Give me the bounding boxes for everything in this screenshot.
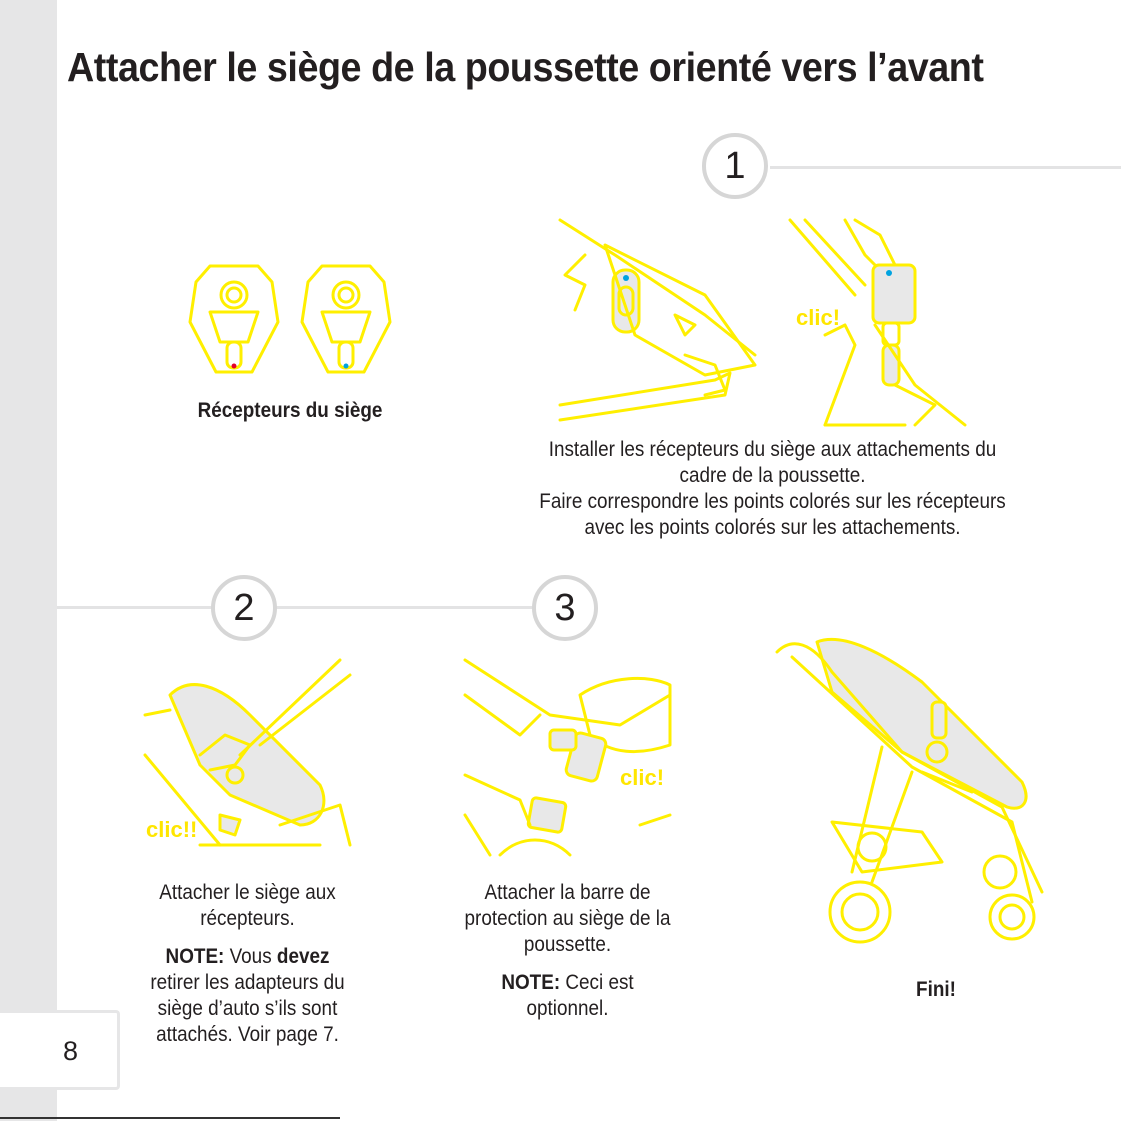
page-number-tab	[0, 1010, 120, 1090]
seat-receivers-illustration	[188, 262, 398, 382]
blue-dot	[344, 364, 349, 369]
step-2-text	[137, 880, 358, 1048]
note-label: NOTE:	[501, 971, 561, 994]
note-label: NOTE:	[165, 945, 225, 968]
step-2-text-line: Attacher le siège aux	[159, 881, 336, 904]
step-1-text	[527, 437, 1018, 541]
step-1-circle	[702, 133, 768, 199]
step-3-text-line: Attacher la barre de	[484, 881, 651, 904]
receiver-left	[190, 266, 278, 372]
bottom-edge-line	[0, 1117, 340, 1119]
step-2-note-line: retirer les adapteurs du	[150, 971, 345, 994]
note-bold: devez	[276, 945, 330, 968]
note-text: Ceci est	[560, 971, 634, 994]
step-3-circle	[532, 575, 598, 641]
step-2-circle	[211, 575, 277, 641]
step-2-note-first-line	[137, 944, 358, 970]
receivers-label: Récepteurs du siège	[197, 399, 383, 422]
steps-2-3-rule	[57, 606, 557, 609]
step-3-text-line: poussette.	[523, 933, 612, 956]
receiver-right	[302, 266, 390, 372]
step-2-number: 2	[233, 586, 255, 629]
step1-rule	[770, 166, 1121, 169]
step-3-clic-label: clic!	[620, 765, 665, 790]
step-2-note-line: siège d’auto s’ils sont	[157, 997, 338, 1020]
red-dot	[232, 364, 237, 369]
step-3-note-line: optionnel.	[526, 997, 609, 1020]
step-3-text-line: protection au siège de la	[464, 907, 671, 930]
page-number: 8	[63, 1036, 79, 1066]
finished-label: Fini!	[916, 978, 956, 1001]
step-1-text-line: cadre de la poussette.	[679, 464, 866, 487]
step-2-note-line: attachés. Voir page 7.	[156, 1023, 339, 1046]
left-margin-strip	[0, 0, 57, 1121]
step-1-clic-label: clic!	[796, 305, 841, 330]
finished-stroller-illustration	[772, 632, 1042, 947]
step-1-text-line: Installer les récepteurs du siège aux attachements du	[548, 438, 997, 461]
note-pre: Vous	[224, 945, 277, 968]
step-3-text	[457, 880, 678, 1022]
step-2-clic-label: clic!!	[146, 817, 198, 842]
step-1-number: 1	[724, 144, 746, 187]
step-1-text-line: avec les points colorés sur les attachements.	[584, 516, 961, 539]
step-1-text-line: Faire correspondre les points colorés sur les récepteurs	[539, 490, 1006, 513]
step-3-number: 3	[554, 586, 576, 629]
step-1-illustration-receiver	[555, 215, 775, 425]
step-3-note-first-line	[457, 970, 678, 996]
step-3-illustration	[460, 655, 670, 865]
step-2-text-line: récepteurs.	[200, 907, 295, 930]
page-title: Attacher le siège de la poussette orienté vers l’avant	[67, 44, 984, 90]
